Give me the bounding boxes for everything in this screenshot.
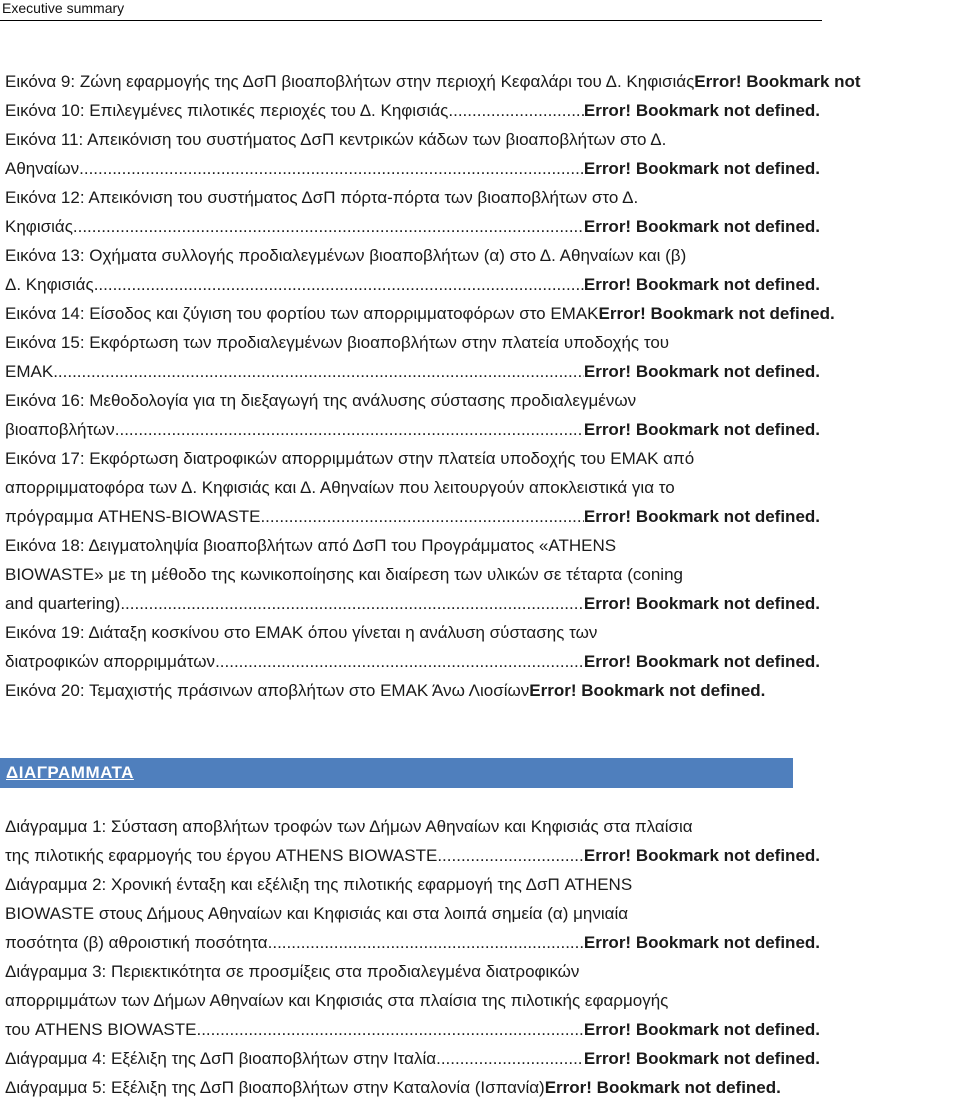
toc-entry-text: Εικόνα 17: Εκφόρτωση διατροφικών απορριμμάτων στην πλατεία υποδοχής του ΕΜΑΚ από: [5, 449, 695, 468]
toc-entry[interactable]: [5, 502, 960, 531]
toc-error-text: Error! Bookmark not defined.: [583, 420, 820, 439]
toc-entry[interactable]: [5, 357, 960, 386]
toc-entry-text: Εικόνα 12: Απεικόνιση του συστήματος ΔσΠ πόρτα-πόρτα των βιοαποβλήτων στο Δ.: [5, 188, 639, 207]
toc-error-text: Error! Bookmark not defined.: [583, 594, 820, 613]
toc-leader-dots: [73, 212, 584, 241]
toc-entry[interactable]: [5, 241, 960, 270]
toc-entry[interactable]: [5, 125, 960, 154]
toc-entry[interactable]: [5, 1044, 960, 1073]
toc-error-text: Error! Bookmark not defined.: [583, 159, 820, 178]
toc-leader-dots: [120, 589, 584, 618]
toc-entry[interactable]: [5, 154, 960, 183]
toc-error-text: Error! Bookmark not: [694, 72, 861, 91]
toc-leader-dots: [94, 270, 584, 299]
toc-entry[interactable]: [5, 870, 960, 899]
toc-entry[interactable]: [5, 183, 960, 212]
diagrams-list: [5, 812, 960, 1102]
figures-list: [5, 67, 960, 705]
toc-entry[interactable]: [5, 589, 960, 618]
toc-entry-text: Κηφισιάς: [5, 217, 73, 236]
toc-entry[interactable]: [5, 928, 960, 957]
toc-entry[interactable]: [5, 899, 960, 928]
toc-entry-text: Εικόνα 13: Οχήματα συλλογής προδιαλεγμένων βιοαποβλήτων (α) στο Δ. Αθηναίων και (β): [5, 246, 687, 265]
toc-leader-dots: [196, 1015, 583, 1044]
toc-entry[interactable]: [5, 1015, 960, 1044]
header-title: Executive summary: [2, 0, 125, 16]
toc-entry[interactable]: [5, 986, 960, 1015]
toc-entry-text: Διάγραμμα 5: Εξέλιξη της ΔσΠ βιοαποβλήτων στην Καταλονία (Ισπανία): [5, 1078, 545, 1097]
toc-entry-text: Δ. Κηφισιάς: [5, 275, 94, 294]
toc-entry[interactable]: [5, 647, 960, 676]
toc-error-text: Error! Bookmark not defined.: [583, 933, 820, 952]
toc-entry[interactable]: [5, 560, 960, 589]
toc-leader-dots: [268, 928, 584, 957]
toc-entry-text: Εικόνα 9: Ζώνη εφαρμογής της ΔσΠ βιοαποβλήτων στην περιοχή Κεφαλάρι του Δ. Κηφισιάς: [5, 72, 695, 91]
toc-entry-text: πρόγραμμα ATHENS-BIOWASTE: [5, 507, 261, 526]
toc-entry-text: and quartering): [5, 594, 121, 613]
toc-error-text: Error! Bookmark not defined.: [583, 101, 820, 120]
toc-entry-text: Εικόνα 16: Μεθοδολογία για τη διεξαγωγή της ανάλυσης σύστασης προδιαλεγμένων: [5, 391, 637, 410]
toc-entry-text: απορριμματοφόρα των Δ. Κηφισιάς και Δ. Αθηναίων που λειτουργούν αποκλειστικά για το: [5, 478, 675, 497]
toc-error-text: Error! Bookmark not defined.: [583, 362, 820, 381]
toc-leader-dots: [215, 647, 584, 676]
toc-entry-text: ποσότητα (β) αθροιστική ποσότητα: [5, 933, 268, 952]
toc-entry-text: του ATHENS BIOWASTE: [5, 1020, 197, 1039]
toc-entry-text: Διάγραμμα 2: Χρονική ένταξη και εξέλιξη της πιλοτικής εφαρμογή της ΔσΠ ATHENS: [5, 875, 633, 894]
page-header: [0, 0, 822, 21]
toc-entry[interactable]: [5, 386, 960, 415]
toc-entry-text: Αθηναίων: [5, 159, 80, 178]
toc-entry-text: Διάγραμμα 4: Εξέλιξη της ΔσΠ βιοαποβλήτων στην Ιταλία: [5, 1049, 437, 1068]
toc-leader-dots: [260, 502, 583, 531]
toc-entry[interactable]: [5, 473, 960, 502]
toc-error-text: Error! Bookmark not defined.: [583, 1049, 820, 1068]
toc-error-text: Error! Bookmark not defined.: [529, 681, 766, 700]
toc-entry-text: βιοαποβλήτων: [5, 420, 115, 439]
toc-entry[interactable]: [5, 618, 960, 647]
toc-error-text: Error! Bookmark not defined.: [583, 217, 820, 236]
toc-error-text: Error! Bookmark not defined.: [583, 652, 820, 671]
toc-entry[interactable]: [5, 812, 960, 841]
toc-entry[interactable]: [5, 96, 960, 125]
toc-error-text: Error! Bookmark not defined.: [544, 1078, 781, 1097]
toc-error-text: Error! Bookmark not defined.: [583, 846, 820, 865]
toc-entry[interactable]: [5, 531, 960, 560]
section-title: ΔΙΑΓΡΑΜΜΑΤΑ: [6, 763, 134, 782]
toc-leader-dots: [436, 1044, 584, 1073]
toc-entry[interactable]: [5, 415, 960, 444]
toc-leader-dots: [115, 415, 584, 444]
toc-leader-dots: [448, 96, 583, 125]
toc-leader-dots: [53, 357, 584, 386]
section-heading-bar: [0, 758, 793, 788]
toc-entry-text: Εικόνα 15: Εκφόρτωση των προδιαλεγμένων βιοαποβλήτων στην πλατεία υποδοχής του: [5, 333, 670, 352]
toc-entry-text: ΕΜΑΚ: [5, 362, 54, 381]
toc-entry[interactable]: [5, 328, 960, 357]
toc-entry-text: Διάγραμμα 3: Περιεκτικότητα σε προσμίξεις στα προδιαλεγμένα διατροφικών: [5, 962, 580, 981]
toc-entry[interactable]: [5, 957, 960, 986]
toc-entry[interactable]: [5, 212, 960, 241]
toc-entry-text: απορριμμάτων των Δήμων Αθηναίων και Κηφισιάς στα πλαίσια της πιλοτικής εφαρμογής: [5, 991, 669, 1010]
toc-entry-text: Εικόνα 19: Διάταξη κοσκίνου στο ΕΜΑΚ όπου γίνεται η ανάλυση σύστασης των: [5, 623, 598, 642]
toc-entry-text: Εικόνα 20: Τεμαχιστής πράσινων αποβλήτων στο ΕΜΑΚ Άνω Λιοσίων: [5, 681, 530, 700]
toc-entry[interactable]: [5, 299, 960, 328]
toc-entry-text: Εικόνα 18: Δειγματοληψία βιοαποβλήτων από ΔσΠ του Προγράμματος «ATHENS: [5, 536, 617, 555]
toc-entry[interactable]: [5, 841, 960, 870]
toc-error-text: Error! Bookmark not defined.: [598, 304, 835, 323]
toc-error-text: Error! Bookmark not defined.: [583, 507, 820, 526]
toc-entry-text: της πιλοτικής εφαρμογής του έργου ATHENS BIOWASTE: [5, 846, 438, 865]
toc-entry-text: BIOWASTE» με τη μέθοδο της κωνικοποίησης και διαίρεση των υλικών σε τέταρτα (coning: [5, 565, 683, 584]
toc-entry[interactable]: [5, 67, 960, 96]
toc-entry-text: διατροφικών απορριμμάτων: [5, 652, 216, 671]
toc-entry[interactable]: [5, 1073, 960, 1102]
toc-entry-text: BIOWASTE στους Δήμους Αθηναίων και Κηφισιάς και στα λοιπά σημεία (α) μηνιαία: [5, 904, 629, 923]
toc-leader-dots: [437, 841, 584, 870]
toc-entry-text: Εικόνα 10: Επιλεγμένες πιλοτικές περιοχές του Δ. Κηφισιάς: [5, 101, 449, 120]
toc-error-text: Error! Bookmark not defined.: [583, 1020, 820, 1039]
toc-entry[interactable]: [5, 676, 960, 705]
toc-leader-dots: [79, 154, 584, 183]
toc-entry-text: Εικόνα 11: Απεικόνιση του συστήματος ΔσΠ κεντρικών κάδων των βιοαποβλήτων στο Δ.: [5, 130, 667, 149]
toc-entry[interactable]: [5, 270, 960, 299]
toc-error-text: Error! Bookmark not defined.: [583, 275, 820, 294]
toc-entry[interactable]: [5, 444, 960, 473]
toc-entry-text: Διάγραμμα 1: Σύσταση αποβλήτων τροφών των Δήμων Αθηναίων και Κηφισιάς στα πλαίσια: [5, 817, 693, 836]
toc-entry-text: Εικόνα 14: Είσοδος και ζύγιση του φορτίου των απορριμματοφόρων στο ΕΜΑΚ: [5, 304, 599, 323]
